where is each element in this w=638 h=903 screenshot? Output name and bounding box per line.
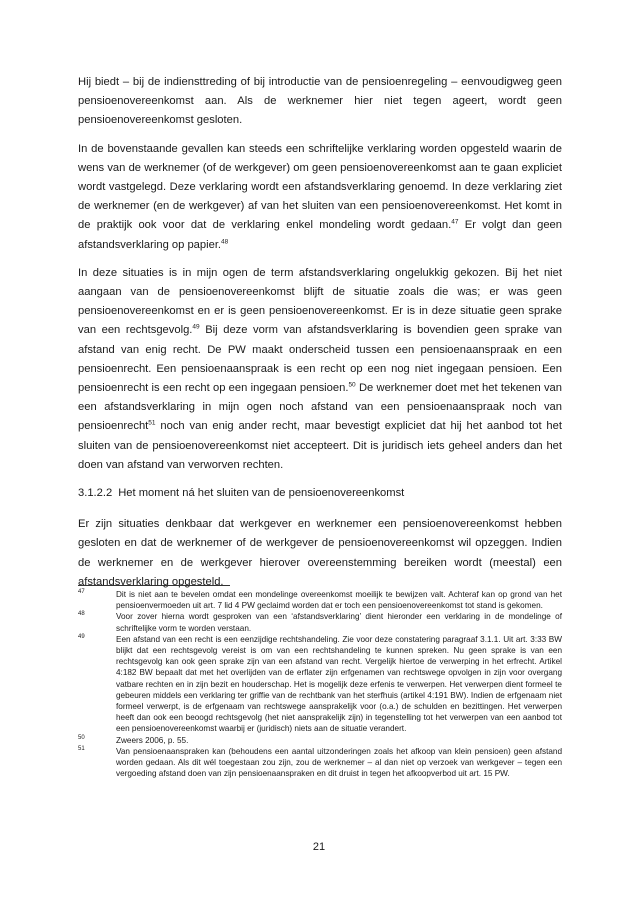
body-text	[78, 73, 562, 601]
footnote-text: Van pensioenaanspraken kan (behoudens een aantal uitzonderingen zoals het afkoop van klein pensioen) geen afstand worden gedaan. Als dit wél toegestaan zou zijn, zou de werknemer – al dan niet op verzoek van werkgever – tegen een vergoeding afstand doen van zijn pensioenaanspraken en dit druist in tegen het afkoopverbod uit art. 15 PW.	[116, 746, 562, 779]
paragraph-3-text-d: noch van enig ander recht, maar bevestigt expliciet dat hij het aanbod tot het sluiten van de pensioenovereenkomst niet accepteert. Dit is juridisch iets geheel anders dan het doen van afstand van verworven rechten.	[78, 420, 562, 471]
paragraph-2-text-cont: Er volgt dan geen afstandsverklaring op papier.	[78, 219, 562, 251]
paragraph-3	[78, 264, 562, 475]
section-number: 3.1.2.2	[78, 487, 113, 500]
footnote-ref-48[interactable]: 48	[221, 237, 229, 245]
footnote-number: 50	[78, 734, 85, 741]
paragraph-4-text: Er zijn situaties denkbaar dat werkgever en werknemer een pensioenovereenkomst hebben gesloten en dat de werknemer of de werkgever de pensioenovereenkomst wil opzeggen. Indien de werknemer en de werkgever hierover overeenstemming bereiken wordt (meestal) een afstandsverklaring opgesteld.	[78, 518, 562, 588]
footnotes	[78, 589, 562, 779]
footnote-ref-47[interactable]: 47	[451, 218, 459, 226]
footnote-47	[78, 589, 562, 611]
footnote-number: 47	[78, 589, 85, 595]
footnote-number: 48	[78, 611, 85, 618]
footnote-49	[78, 634, 562, 735]
footnote-50	[78, 735, 562, 746]
footnote-divider	[78, 585, 230, 586]
paragraph-3-text-a: In deze situaties is in mijn ogen de term afstandsverklaring ongelukkig gekozen. Bij het niet aangaan van de pensioenovereenkomst blijft de situatie zoals die was; er was geen pensioenovereenkomst en er is geen pensioenovereenkomst. Er is in deze situatie geen sprake van een rechtsgevolg.	[78, 266, 562, 337]
footnote-number: 49	[78, 633, 85, 640]
paragraph-1	[78, 73, 562, 131]
footnote-ref-50[interactable]: 50	[348, 381, 356, 389]
footnote-text: Zweers 2006, p. 55.	[116, 735, 189, 745]
footnote-ref-49[interactable]: 49	[192, 323, 200, 331]
paragraph-1-text: Hij biedt – bij de indiensttreding of bij introductie van de pensioenregeling – eenvoudigweg geen pensioenovereenkomst aan. Als de werknemer hier niet tegen ageert, wordt geen pensioenovereenkomst gesloten.	[78, 76, 562, 127]
paragraph-2-text: In de bovenstaande gevallen kan steeds een schriftelijke verklaring worden opgesteld waarin de wens van de werknemer (of de werkgever) om geen pensioenovereenkomst aan te gaan expliciet wordt vastgelegd. Deze verklaring wordt een afstandsverklaring genoemd. In deze verklaring ziet de werknemer (en de werkgever) af van het sluiten van een pensioenovereenkomst. Het komt in de praktijk ook voor dat de verklaring enkel mondeling wordt gedaan.	[78, 142, 562, 232]
footnote-text: Dit is niet aan te bevelen omdat een mondelinge overeenkomst moeilijk te bewijzen valt. Achteraf kan op grond van het pensioenvermoeden uit art. 7 lid 4 PW geclaimd worden dat er toch een pensioenovereenkomst tot stand is gekomen.	[116, 590, 562, 611]
section-title: Het moment ná het sluiten van de pensioenovereenkomst	[118, 487, 405, 500]
footnote-48	[78, 611, 562, 633]
footnote-text: Een afstand van een recht is een eenzijdige rechtshandeling. Zie voor deze constatering paragraaf 3.1.1. Uit art. 3:33 BW blijkt dat een rechtsgevolg vereist is om van een rechtshandeling te kunnen spreken. Nu geen sprake is van een rechtsgevolg kan ook geen sprake zijn van een afstand van recht. Vergelijk hiertoe de verwerping in het erfrecht. Artikel 4:182 BW bepaalt dat met het overlijden van de erflater zijn erfgenamen van rechtswege opvolgen in zijn voor overgang vatbare rechten en in zijn bezit en houderschap. Het is mogelijk deze erfenis te verwerpen. Het verwerpen dient formeel te gebeuren middels een verklaring ter griffie van de rechtbank van het sterfhuis (artikel 4:191 BW). Indien de erfgenaam niet formeel verwerpt, is de erfgenaam van rechtswege aansprakelijk voor (o.a.) de schulden en bezittingen. Het verwerpen heeft dan ook een beoogd rechtsgevolg (het niet aansprakelijk zijn) in tegenstelling tot het verwerpen van een aanbod tot een pensioenovereenkomst waarbij er (juridisch) niets aan de situatie verandert.	[116, 634, 562, 734]
page-number: 21	[312, 841, 326, 853]
paragraph-4	[78, 515, 562, 592]
paragraph-3-text-b: Bij deze vorm van afstandsverklaring is bovendien geen sprake van afstand van enig recht. De PW maakt onderscheid tussen een pensioenaanspraak en een pensioenrecht. Een pensioenaanspraak is een recht op een nog niet ingegaan pensioen. Een pensioenrecht is een recht op een ingegaan pensioen.	[78, 324, 562, 395]
footnote-number: 51	[78, 745, 85, 752]
footnote-text: Voor zover hierna wordt gesproken van een ‘afstandsverklaring’ dient hieronder een verklaring in de mondelinge of schriftelijke vorm te worden verstaan.	[116, 612, 562, 633]
paragraph-2	[78, 140, 562, 255]
footnote-51	[78, 746, 562, 780]
section-heading	[78, 484, 562, 503]
footnote-ref-51[interactable]: 51	[148, 419, 156, 427]
paragraph-3-text-c: De werknemer doet met het tekenen van een afstandsverklaring in mijn ogen noch afstand van een pensioenaanspraak noch van pensioenrecht	[78, 382, 562, 433]
